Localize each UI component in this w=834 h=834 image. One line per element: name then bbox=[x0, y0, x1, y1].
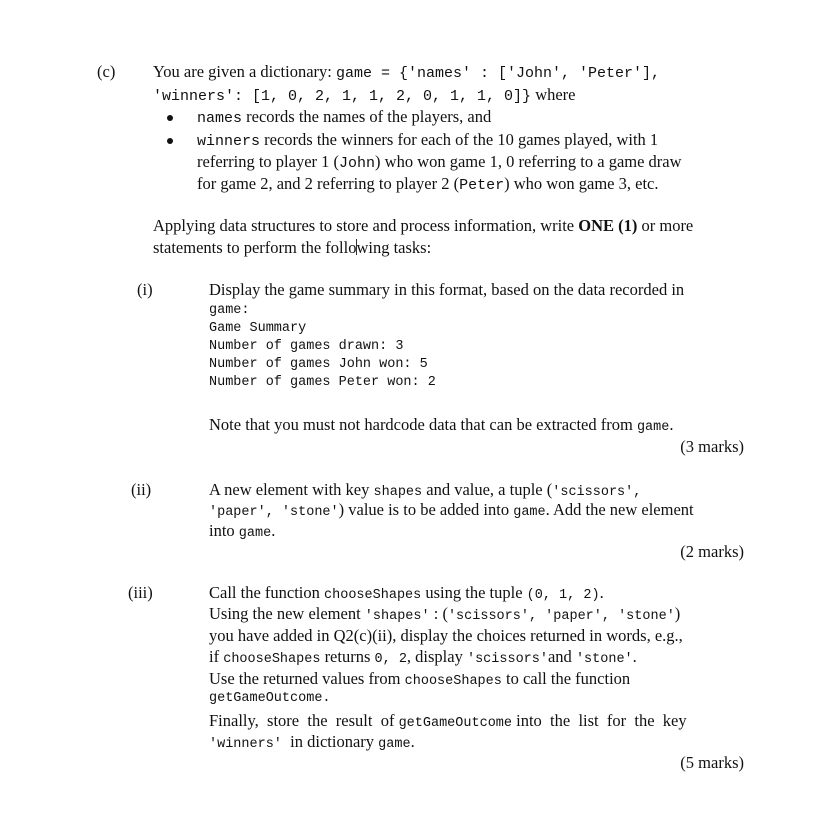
bullet-winners: winners records the winners for each of the 10 games played, with 1 bbox=[197, 130, 659, 150]
q-i-line-1: Display the game summary in this format, based on the data recorded in bbox=[209, 280, 685, 299]
bullet-names: names records the names of the players, and bbox=[197, 107, 492, 127]
intro-line-2: 'winners': [1, 0, 2, 1, 1, 2, 0, 1, 1, 0]} where bbox=[153, 85, 576, 105]
q-i-note: Note that you must not hardcode data that can be extracted from game. bbox=[209, 415, 674, 435]
winners-line-3: for game 2, and 2 referring to player 2 (Peter) who won game 3, etc. bbox=[197, 174, 659, 194]
output-line: Game Summary bbox=[209, 321, 307, 336]
part-c-label: (c) bbox=[97, 62, 116, 81]
q-iii-marks: (5 marks) bbox=[680, 753, 744, 772]
intro-line-1: You are given a dictionary: game = {'names' : ['John', 'Peter'], bbox=[153, 62, 661, 82]
q-ii-line-3: into game. bbox=[209, 521, 276, 541]
q-iii-line-3: you have added in Q2(c)(ii), display the choices returned in words, e.g., bbox=[209, 626, 683, 645]
bullet-icon bbox=[167, 138, 173, 144]
q-iii-line-4: if chooseShapes returns 0, 2, display 'scissors'and 'stone'. bbox=[209, 647, 637, 667]
q-i-line-2: game: bbox=[209, 303, 250, 318]
output-line: Number of games John won: 5 bbox=[209, 357, 428, 372]
output-line: Number of games drawn: 3 bbox=[209, 339, 404, 354]
q-ii-line-2: 'paper', 'stone') value is to be added into game. Add the new element bbox=[209, 500, 694, 520]
q-iii-line-1: Call the function chooseShapes using the tuple (0, 1, 2). bbox=[209, 583, 604, 603]
game-dict-code-1: game = {'names' : ['John', 'Peter'], bbox=[336, 65, 661, 82]
q-iii-line-7: Finally, store the result of getGameOutcome into the list for the key bbox=[209, 711, 687, 731]
q-ii-label: (ii) bbox=[131, 480, 152, 499]
q-iii-line-8: 'winners' in dictionary game. bbox=[209, 732, 415, 752]
bullet-icon bbox=[167, 115, 173, 121]
q-iii-line-6: getGameOutcome. bbox=[209, 691, 331, 706]
output-line: Number of games Peter won: 2 bbox=[209, 375, 436, 390]
q-ii-marks: (2 marks) bbox=[680, 542, 744, 561]
q-ii-line-1: A new element with key shapes and value, a tuple ('scissors', bbox=[209, 480, 642, 500]
q-iii-line-2: Using the new element 'shapes' : ('scissors', 'paper', 'stone') bbox=[209, 604, 681, 624]
apply-line-2: statements to perform the following tasks: bbox=[153, 238, 432, 257]
q-i-marks: (3 marks) bbox=[680, 437, 744, 456]
q-iii-label: (iii) bbox=[128, 583, 153, 602]
game-dict-code-2: 'winners': [1, 0, 2, 1, 1, 2, 0, 1, 1, 0]} bbox=[153, 88, 532, 105]
q-i-label: (i) bbox=[137, 280, 153, 299]
apply-line-1: Applying data structures to store and process information, write ONE (1) or more bbox=[153, 216, 694, 235]
q-iii-line-5: Use the returned values from chooseShapes to call the function bbox=[209, 669, 631, 689]
winners-line-2: referring to player 1 (John) who won game 1, 0 referring to a game draw bbox=[197, 152, 682, 172]
